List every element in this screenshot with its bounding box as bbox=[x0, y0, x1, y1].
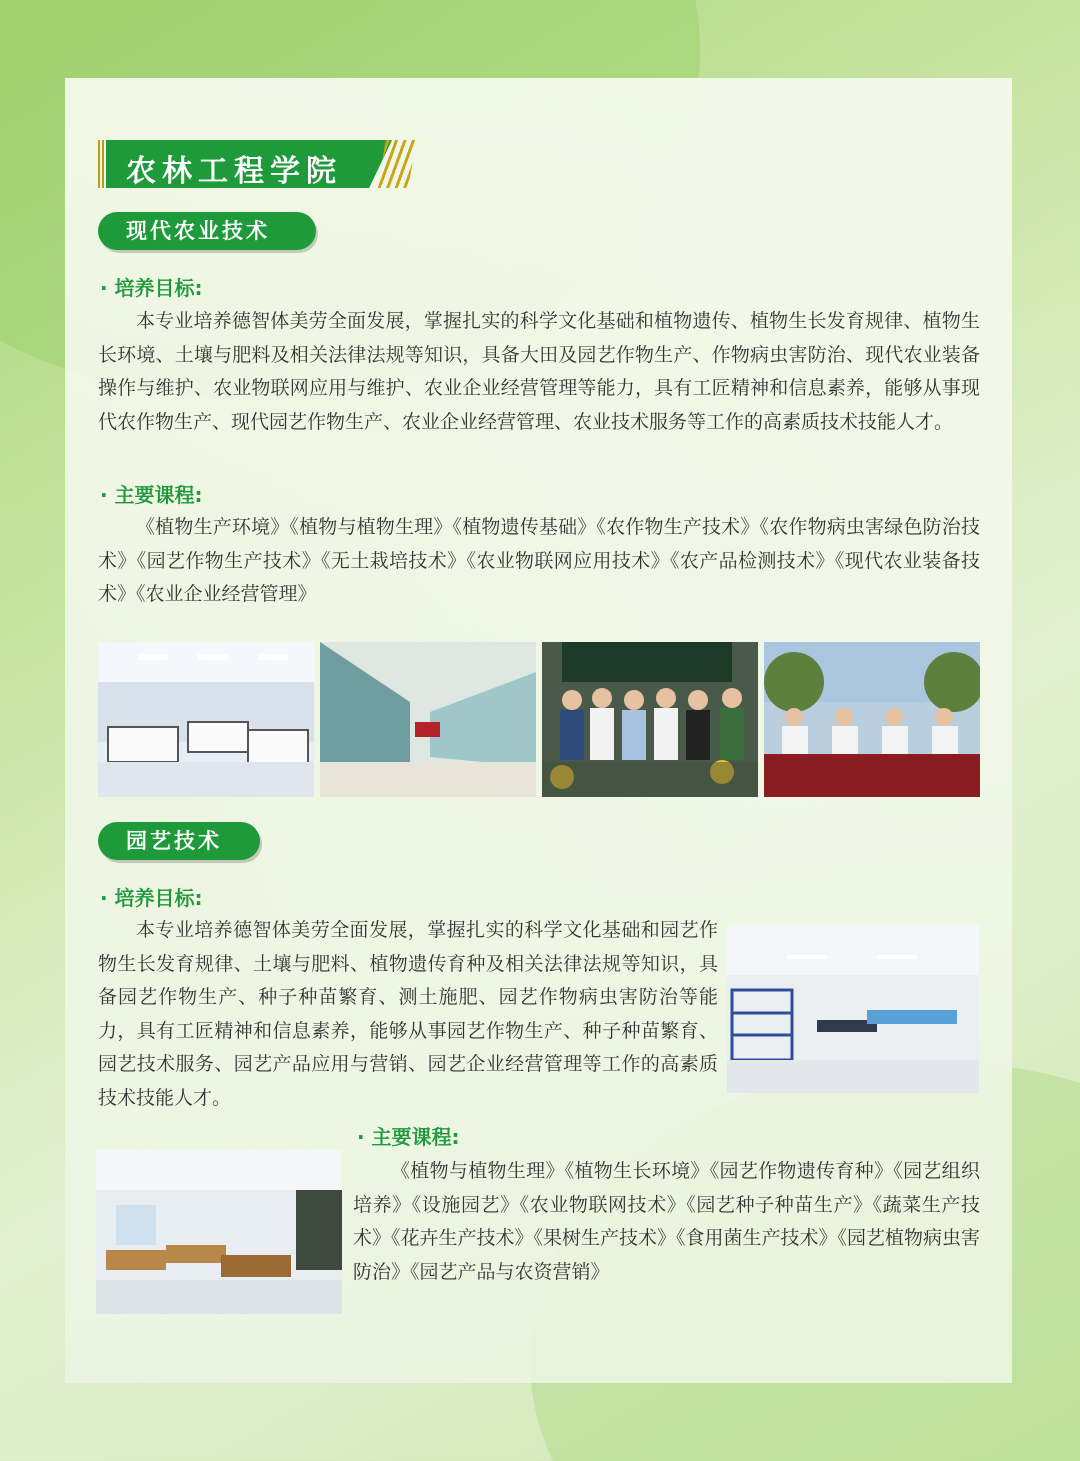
banner-stripes-left bbox=[98, 140, 104, 188]
goal-heading: · 培养目标: bbox=[100, 276, 203, 300]
course-heading: · 主要课程: bbox=[100, 483, 203, 507]
photo-flower-students bbox=[542, 642, 758, 797]
photo-horticulture-lab bbox=[727, 925, 979, 1093]
goal-text: 本专业培养德智体美劳全面发展，掌握扎实的科学文化基础和园艺作物生长发育规律、土壤与肥料、植物遗传育种及相关法律法规等知识，具备园艺作物生产、种子种苗繁育、测土施肥、园艺作物病虫害防治等能力，具有工匠精神和信息素养，能够从事园艺作物生产、种子种苗繁育、园艺技术服务、园艺产品应用与营销、园艺企业经营管理等工作的高素质技术技能人才。 bbox=[98, 919, 718, 1109]
course-text: 《植物与植物生理》《植物生长环境》《园艺作物遗传育种》《园艺组织培养》《设施园艺》《农业物联网技术》《园艺种子种苗生产》《蔬菜生产技术》《花卉生产技术》《果树生产技术》《食用菌生产技术》《园艺植物病虫害防治》《园艺产品与农资营销》 bbox=[353, 1160, 981, 1283]
course-text: 《植物生产环境》《植物与植物生理》《植物遗传基础》《农作物生产技术》《农作物病虫害绿色防治技术》《园艺作物生产技术》《无土栽培技术》《农业物联网应用技术》《农产品检测技术》《现代农业装备技术》《农业企业经营管理》 bbox=[98, 516, 980, 606]
goal-heading: · 培养目标: bbox=[100, 886, 203, 910]
major-title-modern-agriculture: 现代农业技术 bbox=[98, 212, 316, 250]
photo-tea-classroom bbox=[96, 1150, 342, 1314]
course-heading: · 主要课程: bbox=[357, 1125, 460, 1149]
major-title-horticulture: 园艺技术 bbox=[98, 822, 260, 860]
college-title: 农林工程学院 bbox=[126, 154, 342, 189]
photo-specimen-room bbox=[320, 642, 536, 797]
goal-text: 本专业培养德智体美劳全面发展，掌握扎实的科学文化基础和植物遗传、植物生长发育规律、植物生长环境、土壤与肥料及相关法律法规等知识，具备大田及园艺作物生产、作物病虫害防治、现代农业装备操作与维护、农业物联网应用与维护、农业企业经营管理等能力，具有工匠精神和信息素养，能够从事现代农作物生产、现代园艺作物生产、农业企业经营管理、农业技术服务等工作的高素质技术技能人才。 bbox=[98, 310, 980, 433]
photo-lab-room bbox=[98, 642, 314, 797]
photo-tea-ceremony bbox=[764, 642, 980, 797]
college-banner bbox=[98, 140, 416, 188]
